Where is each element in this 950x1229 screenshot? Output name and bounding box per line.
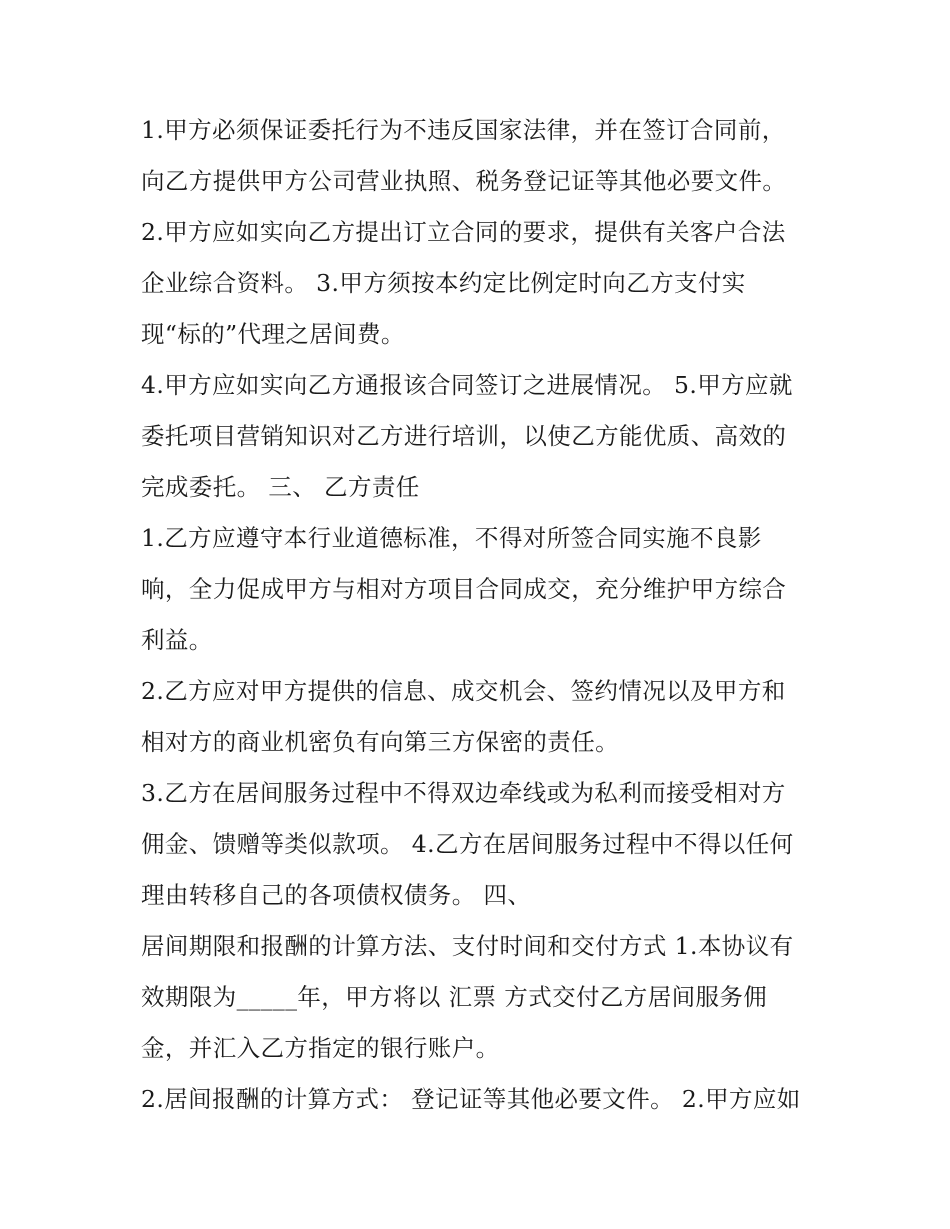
text-line: 企业综合资料。 3.甲方须按本约定比例定时向乙方支付实 [141, 269, 746, 297]
text-line: 现“标的”代理之居间费。 [141, 320, 405, 348]
contract-body-text [141, 110, 821, 1130]
text-line: 1.乙方应遵守本行业道德标准，不得对所签合同实施不良影 [141, 524, 762, 552]
text-line: 2.乙方应对甲方提供的信息、成交机会、签约情况以及甲方和 [141, 677, 786, 705]
text-line: 效期限为_____年，甲方将以 汇票 方式交付乙方居间服务佣 [141, 983, 768, 1011]
text-line: 佣金、馈赠等类似款项。 4.乙方在居间服务过程中不得以任何 [141, 830, 794, 858]
text-line: 居间期限和报酬的计算方法、支付时间和交付方式 1.本协议有 [141, 932, 794, 960]
text-line: 4.甲方应如实向乙方通报该合同签订之进展情况。 5.甲方应就 [141, 371, 793, 399]
text-line: 3.乙方在居间服务过程中不得双边牵线或为私利而接受相对方 [141, 779, 786, 807]
text-line: 相对方的商业机密负有向第三方保密的责任。 [141, 728, 619, 756]
text-line: 金，并汇入乙方指定的银行账户。 [141, 1034, 500, 1062]
text-line: 响，全力促成甲方与相对方项目合同成交，充分维护甲方综合 [141, 575, 787, 603]
section-heading-line: 理由转移自己的各项债权债务。 四、 [141, 881, 532, 909]
text-line: 1.甲方必须保证委托行为不违反国家法律，并在签订合同前， [141, 116, 786, 144]
text-line: 2.甲方应如实向乙方提出订立合同的要求，提供有关客户合法 [141, 218, 786, 246]
text-line: 利益。 [141, 626, 213, 654]
text-line: 向乙方提供甲方公司营业执照、税务登记证等其他必要文件。 [141, 167, 787, 195]
text-line: 委托项目营销知识对乙方进行培训，以使乙方能优质、高效的 [141, 422, 787, 450]
text-line: 2.居间报酬的计算方式： 登记证等其他必要文件。 2.甲方应如 [141, 1085, 801, 1113]
section-heading-line: 完成委托。 三、 乙方责任 [141, 473, 420, 501]
